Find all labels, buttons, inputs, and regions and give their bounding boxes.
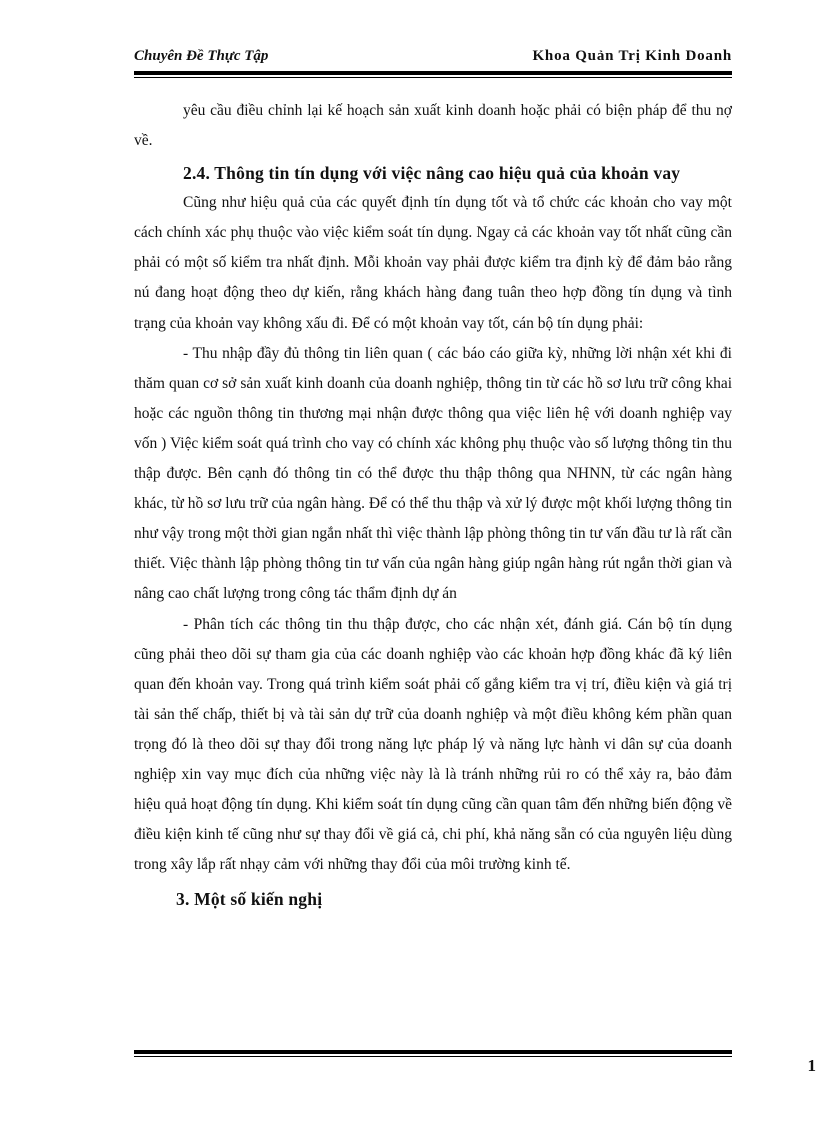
header-faculty-name: Khoa Quản Trị Kinh Doanh: [532, 48, 732, 64]
information-collection-paragraph: - Thu nhập đầy đủ thông tin liên quan ( các báo cáo giữa kỳ, những lời nhận xét khi đi thăm quan cơ sở sản xuất kinh doanh của doanh nghiệp, thông tin từ các hồ sơ lưu trữ công khai hoặc các nguồn thông tin thương mại nhận được thông qua việc liên hệ với doanh nghiệp vay vốn ) Việc kiểm soát quá trình cho vay có chính xác không phụ thuộc vào số lượng thông tin thu thập được. Bên cạnh đó thông tin có thể được thu thập thông qua NHNN, từ các ngân hàng khác, từ hồ sơ lưu trữ của ngân hàng. Để có thể thu thập và xử lý được một khối lượng thông tin như vậy trong một thời gian ngắn nhất thì việc thành lập phòng thông tin tư vấn đầu tư là rất cần thiết. Việc thành lập phòng thông tin tư vấn của ngân hàng giúp ngân hàng rút ngắn thời gian và nâng cao chất lượng trong công tác thẩm định dự án: [134, 344, 732, 603]
credit-control-paragraph: Cũng như hiệu quả của các quyết định tín dụng tốt và tổ chức các khoản cho vay một cách chính xác phụ thuộc vào việc kiểm soát tín dụng. Ngay cả các khoản vay tốt nhất cũng cần phải có một số kiểm tra nhất định. Mỗi khoản vay phải được kiểm tra định kỳ để đảm bảo rằng nú đang hoạt động theo dự kiến, rằng khách hàng đang tuân theo hợp đồng tín dụng và tình trạng của khoản vay không xấu đi. Để có một khoản vay tốt, cán bộ tín dụng phải:: [134, 194, 732, 332]
header-document-type: Chuyên Đề Thực Tập: [134, 48, 269, 64]
intro-continuation-paragraph: yêu cầu điều chỉnh lại kế hoạch sản xuất kinh doanh hoặc phải có biện pháp để thu nợ về.: [134, 102, 732, 150]
information-analysis-paragraph: - Phân tích các thông tin thu thập được, cho các nhận xét, đánh giá. Cán bộ tín dụng cũng phải theo dõi sự tham gia của các doanh nghiệp vào các khoản hợp đồng khác đã ký liên quan đến khoản vay. Trong quá trình kiểm soát phải cố gắng kiểm tra vị trí, điều kiện và giá trị tài sản thế chấp, thiết bị và tài sản dự trữ của doanh nghiệp và một điều không kém phần quan trọng đó là theo dõi sự thay đổi trong năng lực pháp lý và năng lực hành vi dân sự của doanh nghiệp xin vay mục đích của những việc này là là tránh những rủi ro có thể xảy ra, bảo đảm hiệu quả hoạt động tín dụng. Khi kiểm soát tín dụng cũng cần quan tâm đến những biến động về điều kiện kinh tế cũng như sự thay đổi về giá cả, chi phí, khả năng sẵn có của nguyên liệu dùng trong xây lắp rất nhạy cảm với những thay đổi của môi trường kinh tế.: [134, 615, 732, 874]
section-3-heading: 3. Một số kiến nghị: [176, 889, 323, 910]
document-body: [134, 96, 732, 914]
page-header: [134, 48, 732, 68]
section-2-4-heading: 2.4. Thông tin tín dụng với việc nâng cao hiệu quả của khoản vay: [183, 163, 681, 184]
footer-divider: [134, 1050, 732, 1057]
page-number: 1: [807, 1056, 816, 1075]
header-divider: [134, 71, 732, 78]
